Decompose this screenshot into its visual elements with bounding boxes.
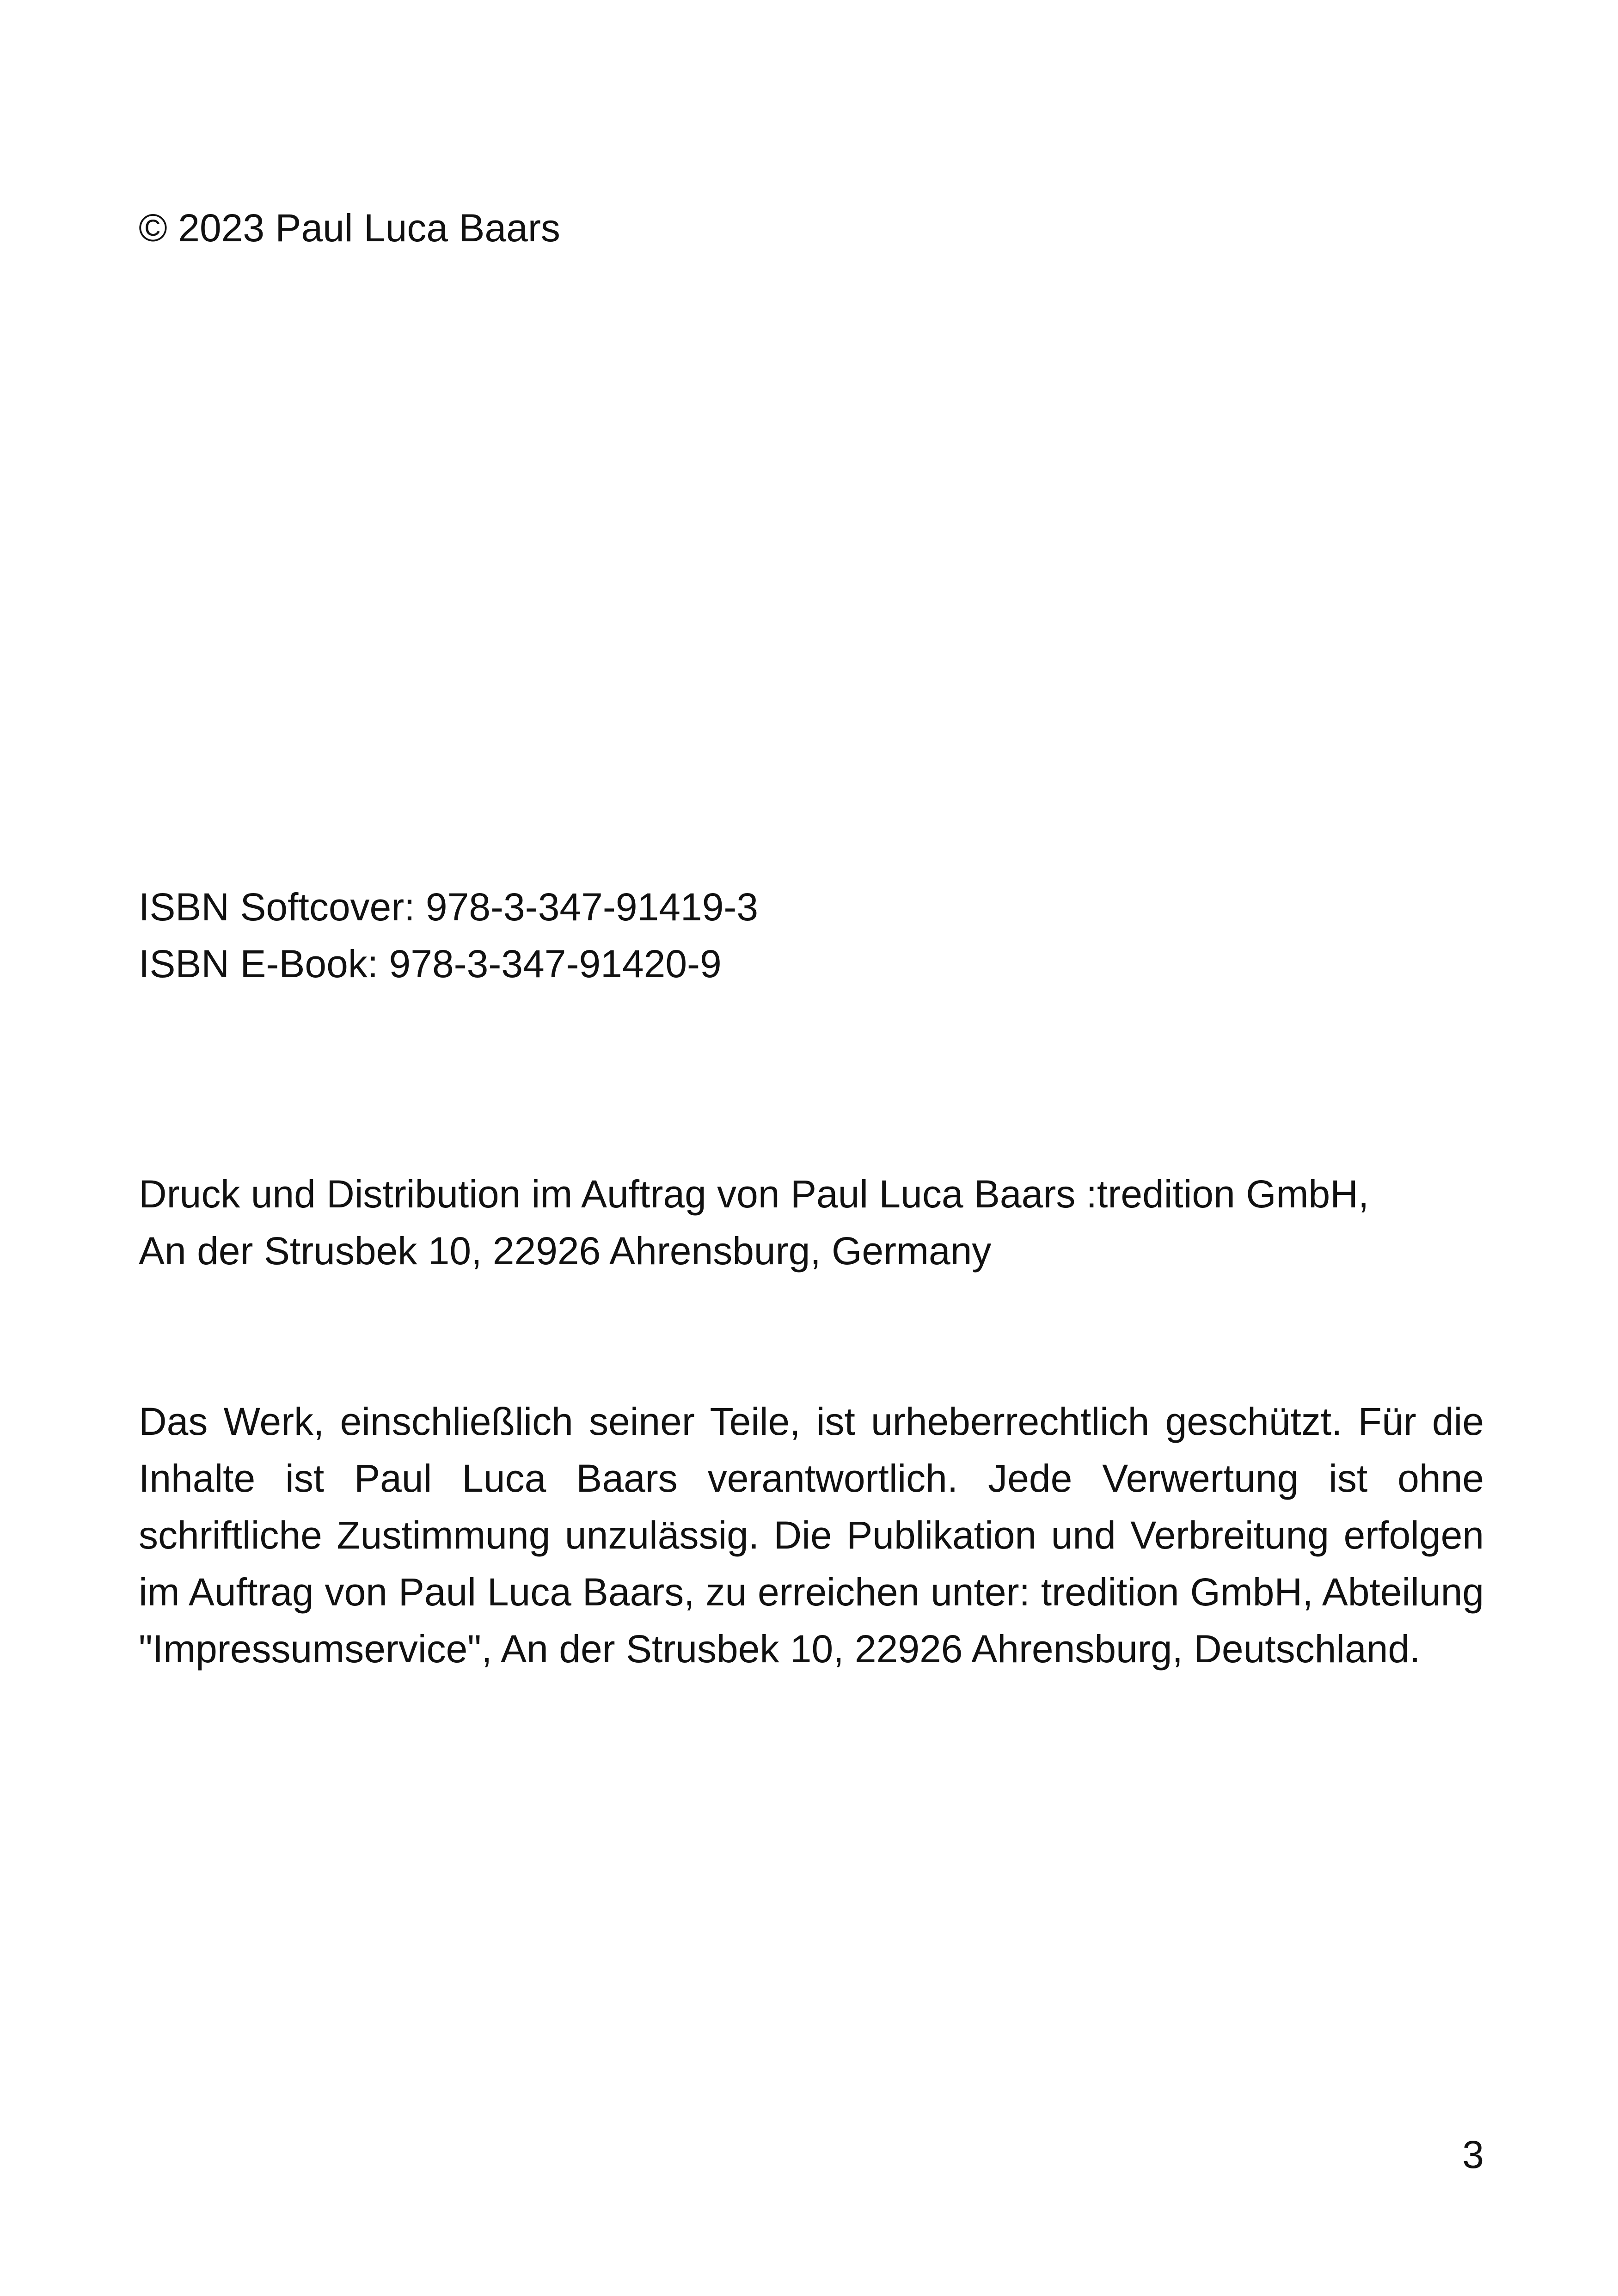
distribution-line-2: An der Strusbek 10, 22926 Ahrensburg, Germany [139, 1229, 992, 1273]
isbn-softcover: ISBN Softcover: 978-3-347-91419-3 [139, 885, 759, 929]
legal-notice: Das Werk, einschließlich seiner Teile, ist urheberrechtlich geschützt. Für die Inhalte ist Paul Luca Baars verantwortlich. Jede Verwertung ist ohne schriftliche Zustimmung unzulässig. Die Publikation und Verbreitung erfolgen im Auftrag von Paul Luca Baars, zu erreichen unter: tredition GmbH, Abteilung "Impressumservice", An der Strusbek 10, 22926 Ahrensburg, Deutschland. [139, 1400, 1484, 1671]
distribution-notice [139, 1166, 1484, 1280]
isbn-ebook: ISBN E-Book: 978-3-347-91420-9 [139, 942, 722, 986]
distribution-line-1: Druck und Distribution im Auftrag von Paul Luca Baars :tredition GmbH, [139, 1172, 1369, 1216]
page-number: 3 [1462, 2133, 1484, 2176]
isbn-block [139, 879, 1484, 992]
copyright-notice: © 2023 Paul Luca Baars [139, 206, 560, 250]
